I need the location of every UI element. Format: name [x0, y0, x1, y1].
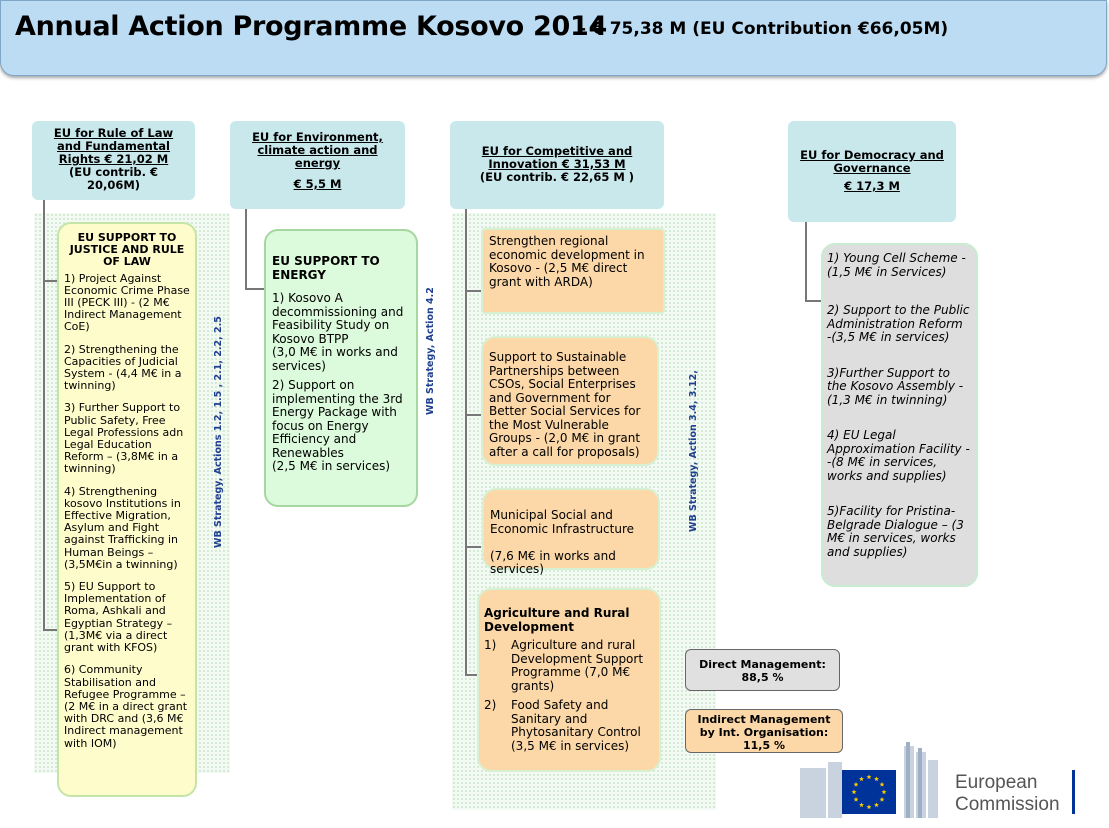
- democracy-item: 3)Further Support to the Kosovo Assembly - (1,3 M€ in twinning): [827, 365, 964, 407]
- regional-development-card: [481, 228, 665, 314]
- ec-logo-text-line2: Commission: [955, 794, 1060, 815]
- justice-card: [57, 222, 197, 797]
- agriculture-card: [477, 588, 661, 772]
- agriculture-card-heading: Agriculture and Rural Development: [484, 606, 630, 634]
- democracy-item: 5)Facility for Pristina- Belgrade Dialogue – (3 M€ in services, works and supplies): [827, 504, 964, 559]
- card-text: Municipal Social and Economic Infrastructure (7,6 M€ in works and services): [490, 508, 635, 576]
- pillar-competitive: [450, 121, 664, 209]
- pillar-title-line: EU for Environment,: [252, 130, 383, 144]
- item-number: 1): [484, 638, 497, 652]
- pillar-note-line: (EU contrib. €: [68, 165, 159, 179]
- page-title: Annual Action Programme Kosovo 2014: [15, 11, 607, 42]
- justice-item: 4) Strengthening kosovo Institutions in Effective Migration, Asylum and Fight against Trafficking in Human Beings – (3,5M€in a twinning): [64, 484, 181, 571]
- social-partnerships-card: [481, 336, 659, 466]
- justice-item: 1) Project Against Economic Crime Phase III (PECK III) - (2 M€ Indirect Management CoE): [64, 271, 190, 334]
- pillar-title-line: Rights € 21,02 M: [58, 152, 169, 166]
- pillar-rule-of-law: [32, 121, 195, 200]
- pillar-title-line: Governance: [833, 161, 911, 175]
- pillar-amount: € 5,5 M: [293, 177, 342, 191]
- pillar-note-line: (EU contrib. € 22,65 M ): [479, 170, 635, 184]
- pillar-title-line: EU for Democracy and: [800, 148, 944, 162]
- card-text: Strengthen regional economic development in Kosovo - (2,5 M€ direct grant with ARDA): [489, 234, 645, 289]
- pillar-title-line: EU for Competitive and: [481, 144, 633, 158]
- justice-card-heading: EU SUPPORT TO JUSTICE AND RULE OF LAW: [69, 231, 185, 269]
- wb-strategy-label: WB Strategy, Action 4.2: [425, 287, 436, 415]
- democracy-card: [821, 243, 978, 587]
- pillar-title-line: energy: [294, 156, 341, 170]
- pillar-environment: [230, 121, 405, 209]
- wb-strategy-label: WB Strategy, Action 3.4, 3.12,: [688, 370, 699, 532]
- ec-logo-bar: [1072, 770, 1075, 814]
- pillar-title-line: Innovation € 31,53 M: [488, 157, 626, 171]
- energy-item: 2) Support on implementing the 3rd Energy Package with focus on Energy Efficiency and Renewables (2,5 M€ in services): [272, 378, 403, 473]
- energy-card: [264, 229, 418, 507]
- connector-line: [805, 222, 807, 302]
- democracy-item: 2) Support to the Public Administration Reform -(3,5 M€ in services): [827, 303, 970, 344]
- connector-branch: [245, 288, 265, 290]
- pillar-democracy: [788, 121, 956, 222]
- pillar-note-line: 20,06M): [86, 178, 141, 192]
- municipal-infrastructure-card: [482, 488, 660, 576]
- page-subtitle: - € 75,38 M (EU Contribution €66,05M): [579, 19, 949, 39]
- democracy-item: 4) EU Legal Approximation Facility - -(8 M€ in services, works and supplies): [827, 428, 970, 483]
- energy-card-heading: EU SUPPORT TO ENERGY: [272, 254, 380, 282]
- title-banner: [0, 0, 1107, 76]
- justice-item: 5) EU Support to Implementation of Roma, Ashkali and Egyptian Strategy – (1,3M€ via a direct grant with KFOS): [64, 580, 173, 655]
- pillar-title-line: climate action and: [257, 143, 378, 157]
- connector-branch: [465, 290, 481, 292]
- justice-item: 2) Strengthening the Capacities of Judicial System - (4,4 M€ in a twinning): [64, 342, 182, 393]
- connector-line: [43, 200, 45, 630]
- direct-management-badge: Direct Management: 88,5 %: [685, 649, 840, 691]
- ec-logo-text-line1: European: [955, 772, 1038, 793]
- connector-branch: [465, 546, 481, 548]
- energy-item: 1) Kosovo A decommissioning and Feasibility Study on Kosovo BTPP (3,0 M€ in works and services): [272, 291, 404, 373]
- democracy-item: 1) Young Cell Scheme - (1,5 M€ in Services): [827, 251, 966, 279]
- justice-item: 3) Further Support to Public Safety, Free Legal Professions adn Legal Education Reform – (3,8M€ in a twinning): [64, 401, 184, 476]
- item-text: Food Safety and Sanitary and Phytosanitary Control (3,5 M€ in services): [511, 698, 641, 753]
- justice-item: 6) Community Stabilisation and Refugee Programme – (2 M€ in a direct grant with DRC and (3,6 M€ Indirect management with IOM): [64, 663, 188, 750]
- item-text: Agriculture and rural Development Support Programme (7,0 M€ grants): [511, 638, 644, 693]
- ec-flag-icon: [800, 742, 950, 820]
- pillar-title-line: and Fundamental: [56, 139, 170, 153]
- wb-strategy-label: WB Strategy, Actions 1.2, 1.5 , 2.1, 2.2, 2.5: [213, 316, 224, 548]
- connector-line: [245, 209, 247, 290]
- agriculture-item: [484, 639, 654, 693]
- connector-branch: [465, 414, 481, 416]
- european-commission-logo: [800, 742, 1085, 822]
- card-text: Support to Sustainable Partnerships between CSOs, Social Enterprises and Government for Better Social Services for the Most Vulnerable Groups - (2,0 M€ in grant after a call for proposals): [489, 350, 641, 459]
- item-number: 2): [484, 698, 497, 712]
- connector-line: [465, 209, 467, 676]
- pillar-amount: € 17,3 M: [844, 179, 900, 193]
- agriculture-item: [484, 699, 654, 753]
- indirect-management-badge: Indirect Management by Int. Organisation: 11,5 %: [685, 709, 843, 753]
- pillar-title-line: EU for Rule of Law: [53, 126, 174, 140]
